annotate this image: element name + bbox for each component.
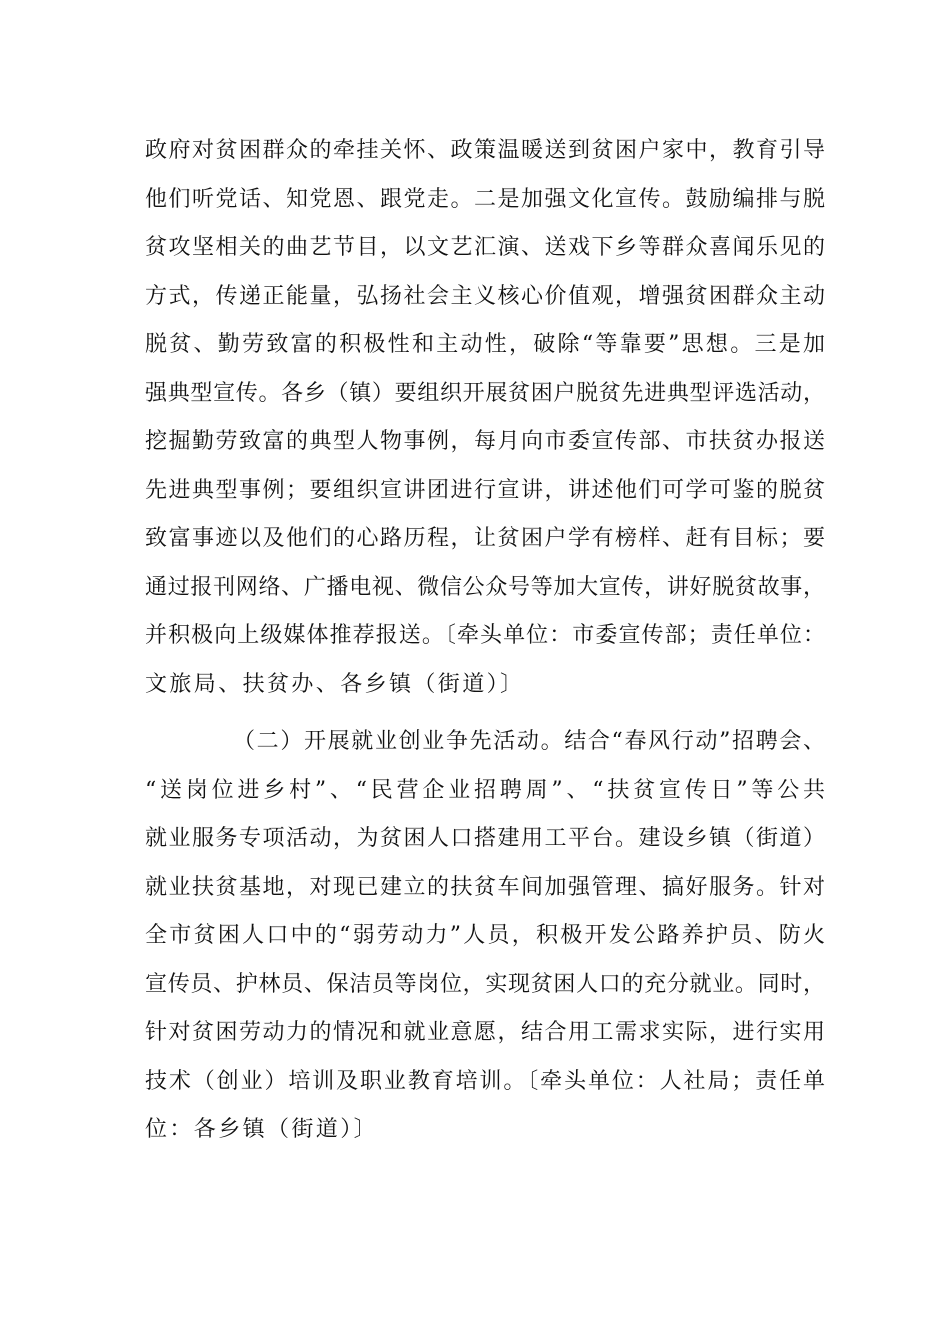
text-line: 就业扶贫基地，对现已建立的扶贫车间加强管理、搞好服务。针对 xyxy=(145,874,825,900)
text-line: 技术（创业）培训及职业教育培训。〔牵头单位：人社局；责任单 xyxy=(145,1068,825,1094)
text-line: 政府对贫困群众的牵挂关怀、政策温暖送到贫困户家中，教育引导 xyxy=(145,138,825,163)
text-line: 通过报刊网络、广播电视、微信公众号等加大宣传，讲好脱贫故事， xyxy=(145,574,825,600)
text-line: 针对贫困劳动力的情况和就业意愿，结合用工需求实际，进行实用 xyxy=(145,1020,825,1045)
text-line: 就业服务专项活动，为贫困人口搭建用工平台。建设乡镇（街道） xyxy=(145,826,825,851)
text-line: 宣传员、护林员、保洁员等岗位，实现贫困人口的充分就业。同时， xyxy=(145,971,825,997)
text-line: 全市贫困人口中的“弱劳动力”人员，积极开发公路养护员、防火 xyxy=(145,923,825,948)
text-line: 方式，传递正能量，弘扬社会主义核心价值观，增强贫困群众主动 xyxy=(145,283,825,309)
text-line-last: 位：各乡镇（街道）〕 xyxy=(145,1117,379,1142)
text-line: 他们听党话、知党恩、跟党走。二是加强文化宣传。鼓励编排与脱 xyxy=(145,186,825,212)
text-line: 贫攻坚相关的曲艺节目，以文艺汇演、送戏下乡等群众喜闻乐见的 xyxy=(145,235,825,260)
text-line: 挖掘勤劳致富的典型人物事例，每月向市委宣传部、市扶贫办报送 xyxy=(145,429,825,454)
text-line: 并积极向上级媒体推荐报送。〔牵头单位：市委宣传部；责任单位： xyxy=(145,623,825,648)
text-line: “送岗位进乡村”、“民营企业招聘周”、“扶贫宣传日”等公共 xyxy=(145,777,825,803)
paragraph-employment xyxy=(145,718,825,1155)
text-line: 脱贫、勤劳致富的积极性和主动性，破除“等靠要”思想。三是加 xyxy=(145,332,825,357)
paragraph-publicity xyxy=(145,127,825,709)
text-line: 先进典型事例；要组织宣讲团进行宣讲，讲述他们可学可鉴的脱贫 xyxy=(145,477,825,503)
text-line: 强典型宣传。各乡（镇）要组织开展贫困户脱贫先进典型评选活动， xyxy=(145,380,825,406)
section-heading-line: （二）开展就业创业争先活动。结合“春风行动”招聘会、 xyxy=(233,729,825,754)
text-line: 致富事迹以及他们的心路历程，让贫困户学有榜样、赶有目标；要 xyxy=(145,526,825,551)
text-line-last: 文旅局、扶贫办、各乡镇（街道）〕 xyxy=(145,671,525,697)
